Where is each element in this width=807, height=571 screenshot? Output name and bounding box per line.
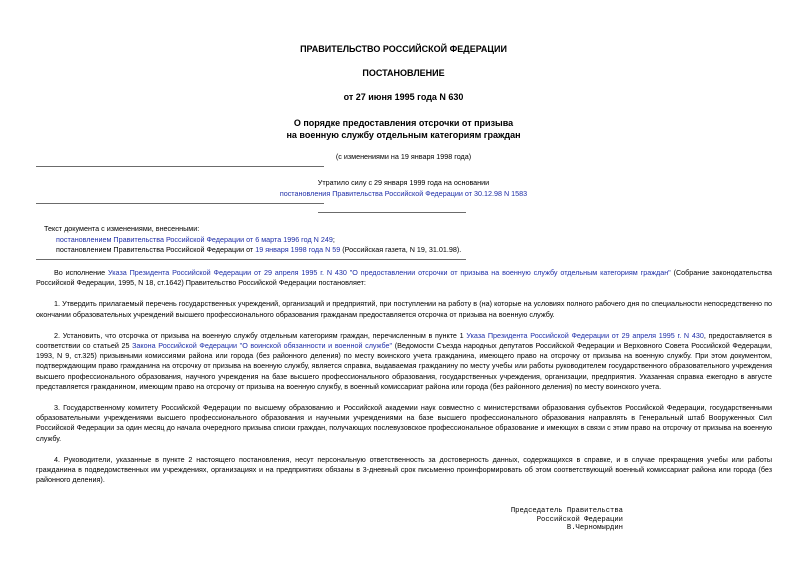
paragraph-2-part-c: (Ведомости Съезда народных депутатов Российской Федерации и Верховного Совета Российской Федерации, 1993, N 9, ст.325) призывными комиссиями района или города (без районного деления) по месту воинского учета гражданина, имеющего право на отсрочку от призыва на военную службу. При этом документом, подтверждающим право гражданина на отсрочку от призыва на военную службу, является справка, выдаваемая гражданину по месту учебы или работы руководителем государственного образовательного учреждения высшего профессионального образования, научного учреждения на базе высшего профессионального образования, государственных учреждения, организации, предприятия. Указанная справка ежегодно в августе представляется гражданином, имеющим право на отсрочку от призыва на военную службу, в военный комиссариат района или города (без районного деления) по месту воинского учета. [36,341,773,391]
document-type: ПОСТАНОВЛЕНИЕ [362,68,445,78]
paragraph-2 [36,331,772,392]
void-notice-link[interactable]: постановления Правительства Российской Федерации от 30.12.98 N 1583 [279,189,528,198]
void-notice-link-row [0,189,807,199]
preamble-rest: (Собрание законодательства Российской Федерации, 1995, N 18, ст.1642) Правительство Российской Федерации постановляет: [36,268,772,288]
amendment-item-1 [56,235,335,245]
document-body [36,268,772,485]
signature-name: В.Черномырдин [566,524,623,533]
paragraph-4: 4. Руководители, указанные в пункте 2 настоящего постановления, несут персональную ответственность за достоверность данных, содержащихся в справке, и в случае прекращения учебы или работы гражданина в подведомственных им учреждениях, организациях и на предприятиях обязаны в 3-дневный срок письменно проинформировать об этом соответствующий военный комиссариат района или города (без районного деления). [36,454,772,485]
government-name: ПРАВИТЕЛЬСТВО РОССИЙСКОЙ ФЕДЕРАЦИИ [300,44,507,54]
separator-rule [36,166,324,167]
document-date-number: от 27 июня 1995 года N 630 [343,92,464,102]
paragraph-2-decree-link[interactable]: Указа Президента Российской Федерации от 29 апреля 1995 г. N 430 [466,330,704,340]
paragraph-2-part-a: 2. Установить, что отсрочка от призыва на военную службу отдельным категориям граждан, перечисленным в пункте 1 [54,330,467,340]
amendment-tail-2: (Российская газета, N 19, 31.01.98). [340,245,462,254]
paragraph-2-part-b: , предоставляется в соответствии со статьей 25 [36,330,772,351]
amendment-item-2 [56,245,461,255]
separator-rule [36,203,324,204]
document-title-line2: на военную службу отдельным категориям граждан [286,130,521,140]
signature-position: Председатель Правительства [510,507,623,515]
paragraph-2-law-link[interactable]: Закона Российской Федерации "О воинской обязанности и военной службе" [132,341,393,351]
separator-rule [36,259,466,260]
void-notice-text: Утратило силу с 29 января 1999 года на основании [317,178,490,187]
signature-body: Российской Федерации [536,515,623,524]
paragraph-3: 3. Государственному комитету Российской Федерации по высшему образованию и Российской академии наук совместно с министерствами образования субъектов Российской Федерации, государственными образовательными учреждениями высшего профессионального образования и научными учреждениями на базе высшего профессионального образования направлять в Генеральный штаб Вооруженных Сил Российской Федерации за один месяц до начала очередного призыва списки граждан, получающих послевузовское профессиональное образование и имеющих в связи с этим право на отсрочку от призыва на военную службу. [36,403,772,443]
signature-block [511,507,623,533]
preamble-paragraph [36,268,772,288]
preamble-decree-link[interactable]: Указа Президента Российской Федерации от 29 апреля 1995 г. N 430 "О предоставлении отсрочки от призыва на военную службу отдельным категориям граждан" [107,268,671,277]
amendment-link-1[interactable]: постановлением Правительства Российской Федерации от 6 марта 1996 год N 249 [56,235,333,244]
separator-rule [318,212,466,213]
amendments-intro: Текст документа с изменениями, внесенными: [44,224,200,233]
amended-note: (с изменениями на 19 января 1998 года) [335,152,472,161]
amendment-prefix-2: постановлением Правительства Российской Федерации от [56,245,256,254]
amendment-tail-1: ; [332,235,335,244]
amendment-link-2[interactable]: 19 января 1998 года N 59 [255,245,341,254]
preamble-start: Во исполнение [54,268,108,277]
paragraph-1: 1. Утвердить прилагаемый перечень государственных учреждений, организаций и предприятий, при поступлении на работу в (на) которые на условиях полного рабочего дня по специальности непосредственно по окончании образовательных учреждений высшего профессионального образования гражданам предоставляется отсрочка от призыва на военную службу. [36,299,772,319]
document-title-line1: О порядке предоставления отсрочки от призыва [293,118,514,128]
